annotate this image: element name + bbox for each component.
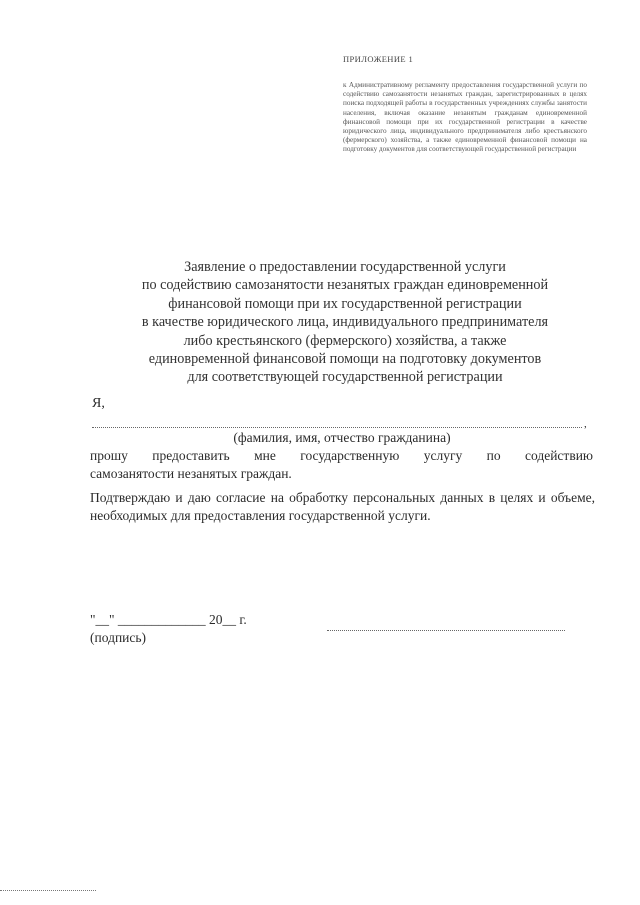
title-line: для соответствующей государственной регистрации [187, 369, 503, 386]
title-line: единовременной финансовой помощи на подготовку документов [148, 351, 542, 368]
applicant-name-field[interactable] [92, 426, 582, 428]
title-line: Заявление о предоставлении государственной услуги [184, 259, 506, 275]
applicant-name-caption: (фамилия, имя, отчество гражданина) [233, 430, 451, 445]
title-line: в качестве юридического лица, индивидуального предпринимателя [141, 314, 549, 331]
annex-heading: ПРИЛОЖЕНИЕ 1 [343, 54, 414, 64]
title-line: по содействию самозанятости незанятых граждан единовременной [141, 277, 549, 294]
signature-caption: (подпись) [90, 630, 147, 645]
consent-paragraph: Подтверждаю и даю согласие на обработку персональных данных в целях и объеме, необходимых для предоставления государственной услуги. [90, 490, 595, 523]
footer-divider [0, 890, 96, 891]
applicant-prefix: Я, [92, 396, 105, 411]
annex-description: к Административному регламенту предоставления государственной услуги по содействию самозанятости незанятых граждан, зарегистрированных в целях поиска подходящей работы в государственных учреждениях службы занятости населения, включая оказание незанятым гражданам единовременной финансовой помощи при их государственной регистрации в качестве юридического лица, индивидуального предпринимателя либо крестьянского (фермерского) хозяйства, а также единовременной финансовой помощи на подготовку документов для соответствующей государственной регистрации [343, 81, 587, 154]
request-paragraph [90, 447, 593, 482]
request-line-2: самозанятости незанятых граждан. [90, 465, 292, 481]
title-line: финансовой помощи при их государственной регистрации [168, 295, 522, 312]
signature-field[interactable] [327, 630, 565, 631]
signature-date-field[interactable]: "__" _____________ 20__ г. [90, 612, 247, 627]
request-line-1: прошу предоставить мне государственную услугу по содействию [90, 448, 593, 463]
title-line: либо крестьянского (фермерского) хозяйства, а также [183, 332, 507, 349]
application-title [90, 258, 600, 387]
applicant-name-comma: , [584, 418, 587, 430]
